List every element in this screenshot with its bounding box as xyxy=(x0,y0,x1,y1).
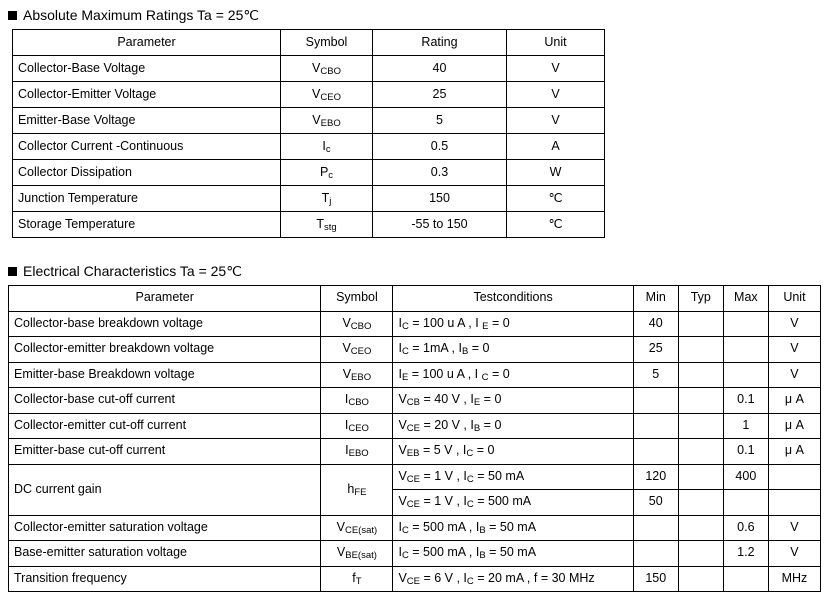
cell-min: 150 xyxy=(633,566,678,592)
cond-subscript: B xyxy=(473,422,481,434)
section-header-absolute-maximum-ratings xyxy=(8,7,827,24)
table-row xyxy=(9,362,821,388)
cell-max xyxy=(723,362,768,388)
cond-subscript: C xyxy=(466,448,474,460)
cell-rating: 0.5 xyxy=(373,134,507,160)
cell-testconditions xyxy=(393,413,633,439)
cell-unit: W xyxy=(507,160,605,186)
cond-text: = 500 mA , I xyxy=(408,519,480,534)
cond-text: = 50 mA xyxy=(473,468,525,483)
cell-typ xyxy=(678,541,723,567)
cell-max: 0.1 xyxy=(723,388,768,414)
cell-testconditions xyxy=(393,362,633,388)
cell-unit xyxy=(768,490,820,516)
cond-text: = 50 mA xyxy=(485,545,537,560)
cond-subscript: CE xyxy=(406,575,420,587)
cell-typ xyxy=(678,490,723,516)
symbol-subscript: CBO xyxy=(350,320,372,332)
cell-parameter: Base-emitter saturation voltage xyxy=(9,541,321,567)
cell-symbol xyxy=(281,108,373,134)
symbol-subscript: EBO xyxy=(348,448,369,460)
cell-symbol xyxy=(281,160,373,186)
symbol-subscript: CBO xyxy=(348,397,369,409)
symbol-main: V xyxy=(312,60,321,75)
symbol-subscript: CEO xyxy=(348,422,369,434)
symbol-main: V xyxy=(342,341,351,356)
cell-symbol xyxy=(281,134,373,160)
symbol-main: V xyxy=(312,112,321,127)
cell-unit: μ A xyxy=(768,413,820,439)
cell-parameter: Junction Temperature xyxy=(13,186,281,212)
electrical-characteristics-table xyxy=(8,285,821,592)
bullet-square-icon xyxy=(8,11,17,20)
cell-max: 0.1 xyxy=(723,439,768,465)
cell-parameter: Collector Dissipation xyxy=(13,160,281,186)
cell-rating: 25 xyxy=(373,82,507,108)
cell-symbol xyxy=(321,566,393,592)
cell-min xyxy=(633,413,678,439)
cond-subscript: E xyxy=(401,371,409,383)
cell-unit: V xyxy=(507,56,605,82)
symbol-subscript: CBO xyxy=(320,65,341,77)
column-header-rating: Rating xyxy=(373,30,507,56)
cond-subscript: EB xyxy=(406,448,420,460)
cell-testconditions xyxy=(393,566,633,592)
cell-typ xyxy=(678,362,723,388)
symbol-main: T xyxy=(316,216,324,231)
column-header-typ: Typ xyxy=(678,286,723,312)
cell-unit: μ A xyxy=(768,439,820,465)
cell-unit: V xyxy=(768,311,820,337)
cond-subscript: C xyxy=(481,371,489,383)
cond-text: = 0 xyxy=(480,417,502,432)
table-row xyxy=(9,515,821,541)
cell-min xyxy=(633,515,678,541)
column-header-symbol: Symbol xyxy=(281,30,373,56)
cond-subscript: CE xyxy=(406,422,420,434)
symbol-subscript: EBO xyxy=(351,371,372,383)
cell-max xyxy=(723,311,768,337)
symbol-subscript: FE xyxy=(354,486,367,498)
cell-testconditions xyxy=(393,464,633,490)
table-row xyxy=(9,464,821,490)
cell-parameter: Emitter-base Breakdown voltage xyxy=(9,362,321,388)
table-header-row xyxy=(13,30,605,56)
cond-text: = 1mA , I xyxy=(408,341,462,356)
cell-unit: V xyxy=(768,362,820,388)
symbol-main: I xyxy=(322,138,326,153)
cond-symbol: V xyxy=(398,443,407,458)
cell-symbol xyxy=(321,541,393,567)
symbol-subscript: CE(sat) xyxy=(344,524,378,536)
symbol-main: V xyxy=(342,366,352,381)
cond-text: = 100 u A , I xyxy=(408,366,482,381)
cell-symbol xyxy=(281,212,373,238)
symbol-subscript: BE(sat) xyxy=(345,550,377,562)
cell-typ xyxy=(678,464,723,490)
cond-subscript: CB xyxy=(406,397,420,409)
cell-rating: 0.3 xyxy=(373,160,507,186)
cond-symbol: I xyxy=(398,545,402,560)
symbol-subscript: CEO xyxy=(320,91,341,103)
symbol-subscript: T xyxy=(355,575,362,587)
symbol-subscript: stg xyxy=(323,221,337,233)
cell-parameter: Collector Current -Continuous xyxy=(13,134,281,160)
cell-rating: 5 xyxy=(373,108,507,134)
cond-symbol: V xyxy=(398,494,407,509)
cell-min: 50 xyxy=(633,490,678,516)
symbol-subscript: CEO xyxy=(350,346,372,358)
cell-unit: V xyxy=(507,108,605,134)
cell-rating: 40 xyxy=(373,56,507,82)
symbol-subscript: c xyxy=(325,143,331,155)
cond-symbol: V xyxy=(398,417,407,432)
symbol-main: V xyxy=(342,315,351,330)
table-row xyxy=(9,388,821,414)
column-header-min: Min xyxy=(633,286,678,312)
cell-max xyxy=(723,566,768,592)
cell-symbol xyxy=(281,56,373,82)
cell-max xyxy=(723,490,768,516)
section-title: Absolute Maximum Ratings Ta = 25℃ xyxy=(23,7,260,23)
cell-typ xyxy=(678,311,723,337)
section-header-electrical-characteristics xyxy=(8,263,827,280)
cell-parameter: Collector-Emitter Voltage xyxy=(13,82,281,108)
cell-min xyxy=(633,439,678,465)
symbol-main: T xyxy=(321,190,330,205)
bullet-square-icon xyxy=(8,267,17,276)
cond-subscript: C xyxy=(401,550,409,562)
table-row xyxy=(13,160,605,186)
cond-subscript: B xyxy=(479,550,486,562)
cond-text: = 6 V , I xyxy=(420,570,467,585)
cell-symbol xyxy=(321,464,393,515)
cond-subscript: B xyxy=(461,346,469,358)
cell-unit: ℃ xyxy=(507,212,605,238)
cell-testconditions xyxy=(393,337,633,363)
cell-typ xyxy=(678,337,723,363)
column-header-max: Max xyxy=(723,286,768,312)
cell-unit: V xyxy=(507,82,605,108)
cell-unit: A xyxy=(507,134,605,160)
cell-unit: ℃ xyxy=(507,186,605,212)
table-row xyxy=(9,566,821,592)
cond-text: = 0 xyxy=(488,315,510,330)
cond-text: = 0 xyxy=(488,366,510,381)
cond-symbol: V xyxy=(398,392,407,407)
cond-text: = 40 V , I xyxy=(420,392,474,407)
cell-parameter: Collector-emitter saturation voltage xyxy=(9,515,321,541)
cell-parameter: Collector-base breakdown voltage xyxy=(9,311,321,337)
cell-symbol xyxy=(321,388,393,414)
symbol-subscript: j xyxy=(329,195,332,207)
cell-max: 1 xyxy=(723,413,768,439)
cell-symbol xyxy=(281,82,373,108)
cond-text: = 1 V , I xyxy=(420,494,467,509)
cond-symbol: I xyxy=(398,519,402,534)
cond-subscript: C xyxy=(466,499,474,511)
absolute-maximum-ratings-table xyxy=(12,29,605,238)
symbol-main: V xyxy=(312,86,321,101)
cell-min: 120 xyxy=(633,464,678,490)
cell-typ xyxy=(678,566,723,592)
table-row xyxy=(13,134,605,160)
cell-parameter: Collector-base cut-off current xyxy=(9,388,321,414)
cond-symbol: V xyxy=(398,570,407,585)
cell-testconditions xyxy=(393,515,633,541)
cell-symbol xyxy=(321,413,393,439)
table-row xyxy=(13,186,605,212)
cell-unit: MHz xyxy=(768,566,820,592)
cell-typ xyxy=(678,439,723,465)
symbol-main: I xyxy=(345,443,349,458)
column-header-unit: Unit xyxy=(507,30,605,56)
cell-typ xyxy=(678,388,723,414)
cond-subscript: E xyxy=(482,320,489,332)
cell-symbol xyxy=(321,337,393,363)
cond-symbol: I xyxy=(398,315,402,330)
cell-max xyxy=(723,337,768,363)
cond-text: = 100 u A , I xyxy=(408,315,483,330)
cell-typ xyxy=(678,515,723,541)
cell-symbol xyxy=(281,186,373,212)
cell-min: 40 xyxy=(633,311,678,337)
section-spacer xyxy=(0,238,827,260)
cond-text: = 20 V , I xyxy=(420,417,474,432)
cell-parameter: Emitter-Base Voltage xyxy=(13,108,281,134)
cell-min xyxy=(633,388,678,414)
section-title: Electrical Characteristics Ta = 25℃ xyxy=(23,263,242,279)
cond-symbol: I xyxy=(398,341,402,356)
symbol-subscript: EBO xyxy=(320,117,341,129)
cell-typ xyxy=(678,413,723,439)
cell-unit xyxy=(768,464,820,490)
cond-subscript: E xyxy=(473,397,481,409)
cond-symbol: V xyxy=(398,468,407,483)
cell-parameter: Collector-Base Voltage xyxy=(13,56,281,82)
cell-parameter: Collector-emitter breakdown voltage xyxy=(9,337,321,363)
symbol-subscript: c xyxy=(328,169,334,181)
cond-text: = 0 xyxy=(473,443,495,458)
symbol-main: V xyxy=(336,519,345,534)
cell-min: 25 xyxy=(633,337,678,363)
table-row xyxy=(9,439,821,465)
column-header-symbol: Symbol xyxy=(321,286,393,312)
cond-symbol: I xyxy=(398,366,402,381)
symbol-main: V xyxy=(336,545,346,560)
cond-text: = 500 mA , I xyxy=(408,545,480,560)
symbol-main: I xyxy=(344,417,349,432)
cond-subscript: C xyxy=(401,524,409,536)
table-row xyxy=(9,337,821,363)
cond-subscript: B xyxy=(479,524,486,536)
cell-testconditions xyxy=(393,311,633,337)
table-row xyxy=(9,541,821,567)
cell-testconditions xyxy=(393,388,633,414)
cond-text: = 50 mA xyxy=(485,519,537,534)
cell-unit: V xyxy=(768,515,820,541)
table-row xyxy=(13,108,605,134)
cell-rating: 150 xyxy=(373,186,507,212)
cell-testconditions xyxy=(393,439,633,465)
column-header-unit: Unit xyxy=(768,286,820,312)
cell-parameter: DC current gain xyxy=(9,464,321,515)
cell-symbol xyxy=(321,311,393,337)
cond-subscript: CE xyxy=(406,499,420,511)
cell-parameter: Storage Temperature xyxy=(13,212,281,238)
cell-rating: -55 to 150 xyxy=(373,212,507,238)
cell-symbol xyxy=(321,439,393,465)
cond-subscript: CE xyxy=(406,473,420,485)
cell-symbol xyxy=(321,362,393,388)
cond-text: = 20 mA , f = 30 MHz xyxy=(473,570,595,585)
symbol-main: f xyxy=(352,570,356,585)
cell-parameter: Collector-emitter cut-off current xyxy=(9,413,321,439)
cell-min xyxy=(633,541,678,567)
cond-subscript: C xyxy=(466,473,474,485)
cond-subscript: C xyxy=(401,346,409,358)
table-row xyxy=(9,413,821,439)
column-header-parameter: Parameter xyxy=(9,286,321,312)
table-row xyxy=(13,212,605,238)
cell-symbol xyxy=(321,515,393,541)
table-row xyxy=(9,311,821,337)
cond-text: = 1 V , I xyxy=(420,468,467,483)
cond-text: = 500 mA xyxy=(473,494,532,509)
cell-min: 5 xyxy=(633,362,678,388)
cell-max: 1.2 xyxy=(723,541,768,567)
table-row xyxy=(13,82,605,108)
cell-max: 0.6 xyxy=(723,515,768,541)
cond-text: = 0 xyxy=(480,392,502,407)
cell-unit: μ A xyxy=(768,388,820,414)
cond-subscript: C xyxy=(401,320,409,332)
cell-testconditions xyxy=(393,490,633,516)
column-header-testconditions: Testconditions xyxy=(393,286,633,312)
table-row xyxy=(13,56,605,82)
cell-parameter: Transition frequency xyxy=(9,566,321,592)
symbol-main: P xyxy=(319,164,329,179)
symbol-main: I xyxy=(344,392,349,407)
cell-parameter: Emitter-base cut-off current xyxy=(9,439,321,465)
cond-subscript: C xyxy=(466,575,474,587)
symbol-main: h xyxy=(347,481,355,496)
cell-unit: V xyxy=(768,337,820,363)
table-header-row xyxy=(9,286,821,312)
cond-text: = 0 xyxy=(468,341,490,356)
column-header-parameter: Parameter xyxy=(13,30,281,56)
cell-max: 400 xyxy=(723,464,768,490)
cell-testconditions xyxy=(393,541,633,567)
cond-text: = 5 V , I xyxy=(419,443,467,458)
cell-unit: V xyxy=(768,541,820,567)
